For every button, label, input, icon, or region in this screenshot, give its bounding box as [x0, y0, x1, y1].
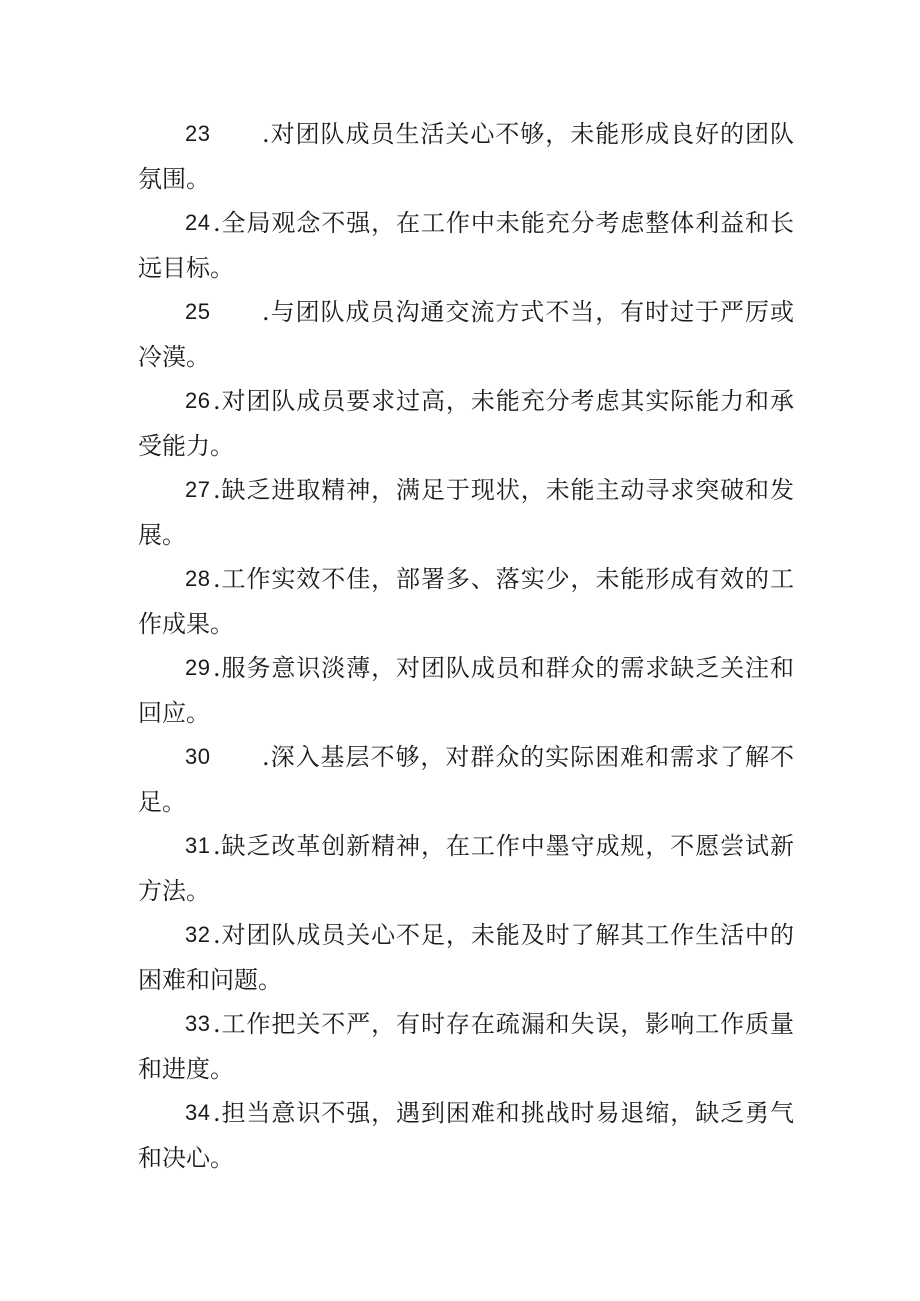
item-text: .对团队成员要求过高，未能充分考虑其实际能力和承 [213, 387, 794, 415]
item-first-line [185, 648, 794, 688]
item-text: .对团队成员关心不足，未能及时了解其工作生活中的 [213, 921, 794, 949]
item-continuation: 远目标。 [138, 254, 234, 282]
item-first-line [185, 470, 794, 510]
item-continuation: 氛围。 [138, 165, 210, 193]
item-number: 27 [185, 477, 211, 502]
item-first-line [185, 203, 794, 243]
item-first-line [185, 559, 794, 599]
item-number: 26 [185, 388, 211, 413]
item-first-line [185, 737, 794, 777]
item-number: 34 [185, 1100, 211, 1125]
item-first-line [185, 1004, 794, 1044]
item-text: .对团队成员生活关心不够，未能形成良好的团队 [262, 120, 794, 148]
item-continuation: 困难和问题。 [138, 966, 282, 994]
item-text: .缺乏改革创新精神，在工作中墨守成规，不愿尝试新 [213, 832, 794, 860]
item-number: 32 [185, 922, 211, 947]
item-text: .缺乏进取精神，满足于现状，未能主动寻求突破和发 [213, 476, 794, 504]
item-number: 31 [185, 833, 211, 858]
item-first-line [185, 915, 794, 955]
item-text: .担当意识不强，遇到困难和挑战时易退缩，缺乏勇气 [213, 1099, 794, 1127]
item-continuation: 足。 [138, 788, 186, 816]
item-text: .工作实效不佳，部署多、落实少，未能形成有效的工 [213, 565, 794, 593]
item-number: 33 [185, 1011, 211, 1036]
item-first-line [185, 292, 794, 332]
item-text: .全局观念不强，在工作中未能充分考虑整体利益和长 [213, 209, 794, 237]
item-first-line [185, 381, 794, 421]
item-continuation: 和进度。 [138, 1055, 234, 1083]
item-number: 23 [185, 121, 211, 146]
item-number: 29 [185, 655, 211, 680]
item-number: 28 [185, 566, 211, 591]
item-first-line [185, 1093, 794, 1133]
item-text: .深入基层不够，对群众的实际困难和需求了解不 [262, 743, 794, 771]
item-continuation: 冷漠。 [138, 343, 210, 371]
item-number: 24 [185, 210, 211, 235]
item-number: 25 [185, 299, 211, 324]
item-text: .与团队成员沟通交流方式不当，有时过于严厉或 [262, 298, 794, 326]
item-continuation: 和决心。 [138, 1144, 234, 1172]
item-text: .服务意识淡薄，对团队成员和群众的需求缺乏关注和 [213, 654, 794, 682]
item-continuation: 回应。 [138, 699, 210, 727]
item-continuation: 展。 [138, 521, 186, 549]
item-number: 30 [185, 744, 211, 769]
item-continuation: 方法。 [138, 877, 210, 905]
item-first-line [185, 114, 794, 154]
item-first-line [185, 826, 794, 866]
item-continuation: 作成果。 [138, 610, 234, 638]
item-continuation: 受能力。 [138, 432, 234, 460]
item-text: .工作把关不严，有时存在疏漏和失误，影响工作质量 [213, 1010, 794, 1038]
